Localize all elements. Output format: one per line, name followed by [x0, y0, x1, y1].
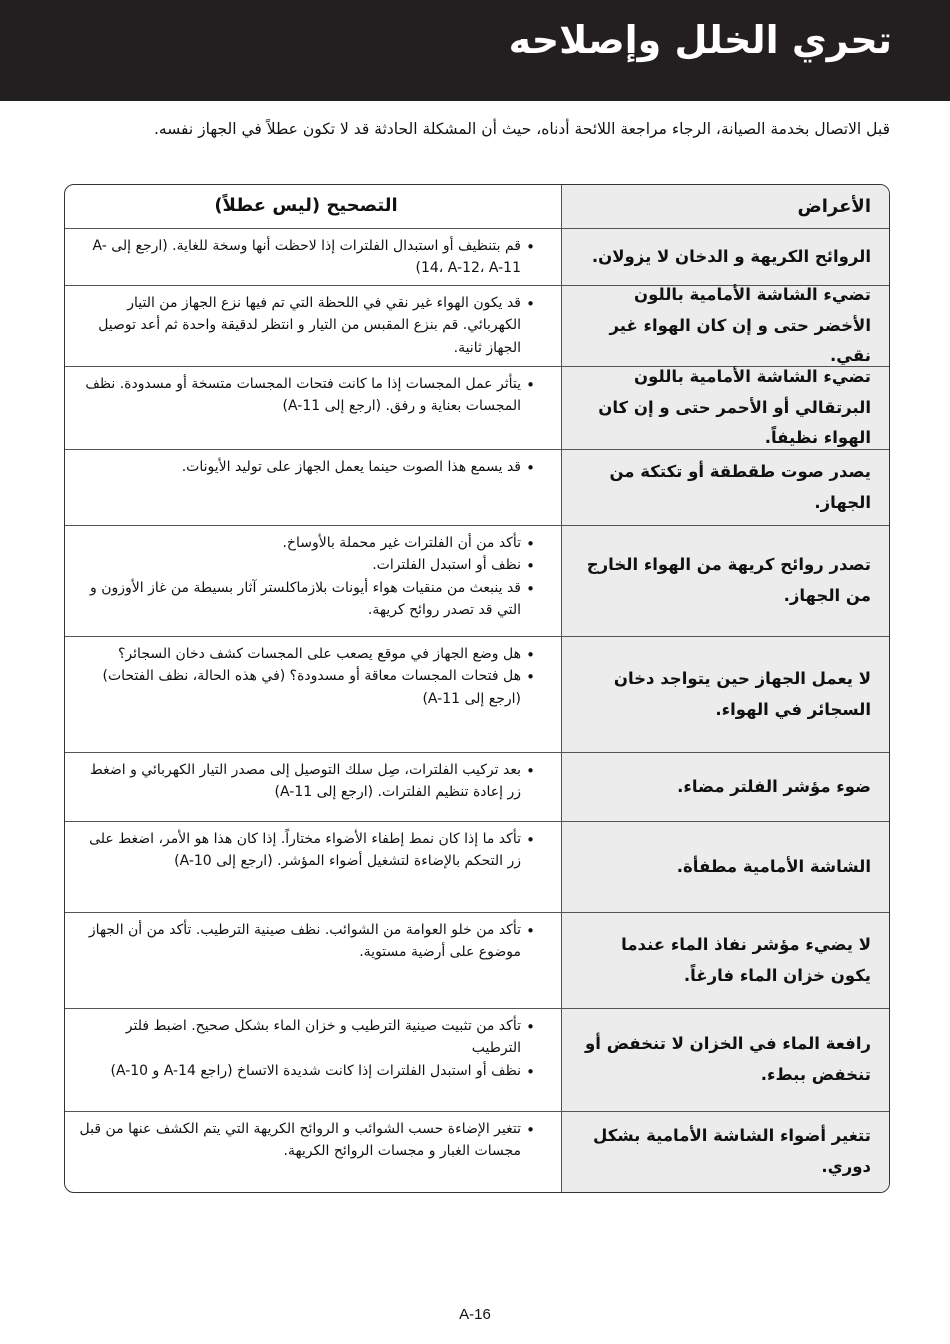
- symptom-cell: يصدر صوت طقطقة أو تكتكة من الجهاز.: [561, 450, 889, 525]
- fix-item: • تأكد من خلو العوامة من الشوائب. نظف صينية الترطيب. تأكد من أن الجهاز موضوع على أرضية مستوية.: [77, 919, 535, 964]
- fix-list: [77, 373, 535, 418]
- table-body: [65, 228, 889, 1192]
- fix-item: • قد يكون الهواء غير نقي في اللحظة التي تم فيها نزع الجهاز من التيار الكهربائي. قم بنزع المقبس من التيار و انتظر لدقيقة واحدة ثم أعد توصيل الجهاز ثانية.: [77, 292, 535, 359]
- page-title: تحري الخلل وإصلاحه: [508, 18, 892, 62]
- fix-list: [77, 235, 535, 280]
- table-row: [65, 366, 889, 449]
- intro-text: قبل الاتصال بخدمة الصيانة، الرجاء مراجعة اللائحة أدناه، حيث أن المشكلة الحادثة قد لا تكون عطلاً في الجهاز نفسه.: [153, 120, 890, 138]
- table-row: [65, 1008, 889, 1111]
- table-row: [65, 525, 889, 636]
- table-header-row: [65, 185, 889, 228]
- table-row: [65, 912, 889, 1008]
- fix-item: • هل فتحات المجسات معاقة أو مسدودة؟ (في هذه الحالة، نظف الفتحات) (ارجع إلى A-11): [77, 665, 535, 710]
- symptom-cell: ضوء مؤشر الفلتر مضاء.: [561, 753, 889, 821]
- symptom-cell: لا يعمل الجهاز حين يتواجد دخان السجائر في الهواء.: [561, 637, 889, 752]
- fix-cell: [65, 913, 561, 1008]
- fix-cell: [65, 286, 561, 366]
- table-row: [65, 821, 889, 912]
- symptom-cell: الروائح الكريهة و الدخان لا يزولان.: [561, 229, 889, 285]
- table-row: [65, 228, 889, 285]
- fix-item: • قد ينبعث من منقيات هواء أيونات بلازماكلستر آثار بسيطة من غاز الأوزون و التي قد تصدر روائح كريهة.: [77, 577, 535, 622]
- fix-cell: [65, 450, 561, 525]
- fix-cell: [65, 367, 561, 449]
- table-row: [65, 752, 889, 821]
- table-row: [65, 1111, 889, 1192]
- fix-item: • تتغير الإضاءة حسب الشوائب و الروائح الكريهة التي يتم الكشف عنها من قبل مجسات الغبار و مجسات الروائح الكريهة.: [77, 1118, 535, 1163]
- symptom-cell: رافعة الماء في الخزان لا تنخفض أو تنخفض ببطء.: [561, 1009, 889, 1111]
- fix-item: • تأكد من أن الفلترات غير محملة بالأوساخ.: [77, 532, 535, 554]
- fix-cell: [65, 822, 561, 912]
- symptom-cell: تتغير أضواء الشاشة الأمامية بشكل دوري.: [561, 1112, 889, 1192]
- fix-list: [77, 919, 535, 964]
- symptom-cell: تضيء الشاشة الأمامية باللون الأخضر حتى و إن كان الهواء غير نقي.: [561, 286, 889, 366]
- table-row: [65, 285, 889, 366]
- symptom-cell: لا يضيء مؤشر نفاذ الماء عندما يكون خزان الماء فارغاً.: [561, 913, 889, 1008]
- fix-cell: [65, 753, 561, 821]
- fix-item: • نظف أو استبدل الفلترات إذا كانت شديدة الاتساخ (راجع A-14 و A-10): [77, 1060, 535, 1082]
- fix-cell: [65, 1009, 561, 1111]
- troubleshooting-table: [64, 184, 890, 1193]
- fix-item: • تأكد من تثبيت صينية الترطيب و خزان الماء بشكل صحيح. اضبط فلتر الترطيب: [77, 1015, 535, 1060]
- fix-list: [77, 759, 535, 804]
- fix-list: [77, 456, 535, 478]
- fix-item: • هل وضع الجهاز في موقع يصعب على المجسات كشف دخان السجائر؟: [77, 643, 535, 665]
- table-row: [65, 449, 889, 525]
- fix-cell: [65, 526, 561, 636]
- symptom-cell: الشاشة الأمامية مطفأة.: [561, 822, 889, 912]
- page-number: A-16: [459, 1306, 491, 1323]
- table-row: [65, 636, 889, 752]
- fix-list: [77, 292, 535, 359]
- fix-item: • بعد تركيب الفلترات، صِل سلك التوصيل إلى مصدر التيار الكهربائي و اضغط زر إعادة تنظيم الفلترات. (ارجع إلى A-11): [77, 759, 535, 804]
- fix-item: • يتأثر عمل المجسات إذا ما كانت فتحات المجسات متسخة أو مسدودة. نظف المجسات بعناية و رفق. (ارجع إلى A-11): [77, 373, 535, 418]
- fix-list: [77, 532, 535, 622]
- fix-list: [77, 1118, 535, 1163]
- header-symptom: الأعراض: [561, 185, 889, 228]
- fix-item: • قد يسمع هذا الصوت حينما يعمل الجهاز على توليد الأيونات.: [77, 456, 535, 478]
- fix-cell: [65, 229, 561, 285]
- fix-item: • تأكد ما إذا كان نمط إطفاء الأضواء مختاراً. إذا كان هذا هو الأمر، اضغط على زر التحكم بالإضاءة لتشغيل أضواء المؤشر. (ارجع إلى A-10): [77, 828, 535, 873]
- fix-list: [77, 1015, 535, 1082]
- page-header: [0, 0, 950, 101]
- header-fix: التصحيح (ليس عطلاً): [214, 195, 398, 217]
- fix-cell: [65, 1112, 561, 1192]
- fix-item: • قم بتنظيف أو استبدال الفلترات إذا لاحظت أنها وسخة للغاية. (ارجع إلى A-14، A-12، A-11): [77, 235, 535, 280]
- fix-list: [77, 643, 535, 710]
- symptom-cell: تصدر روائح كريهة من الهواء الخارج من الجهاز.: [561, 526, 889, 636]
- fix-item: • نظف أو استبدل الفلترات.: [77, 554, 535, 576]
- fix-list: [77, 828, 535, 873]
- fix-cell: [65, 637, 561, 752]
- symptom-cell: تضيء الشاشة الأمامية باللون البرتقالي أو الأحمر حتى و إن كان الهواء نظيفاً.: [561, 367, 889, 449]
